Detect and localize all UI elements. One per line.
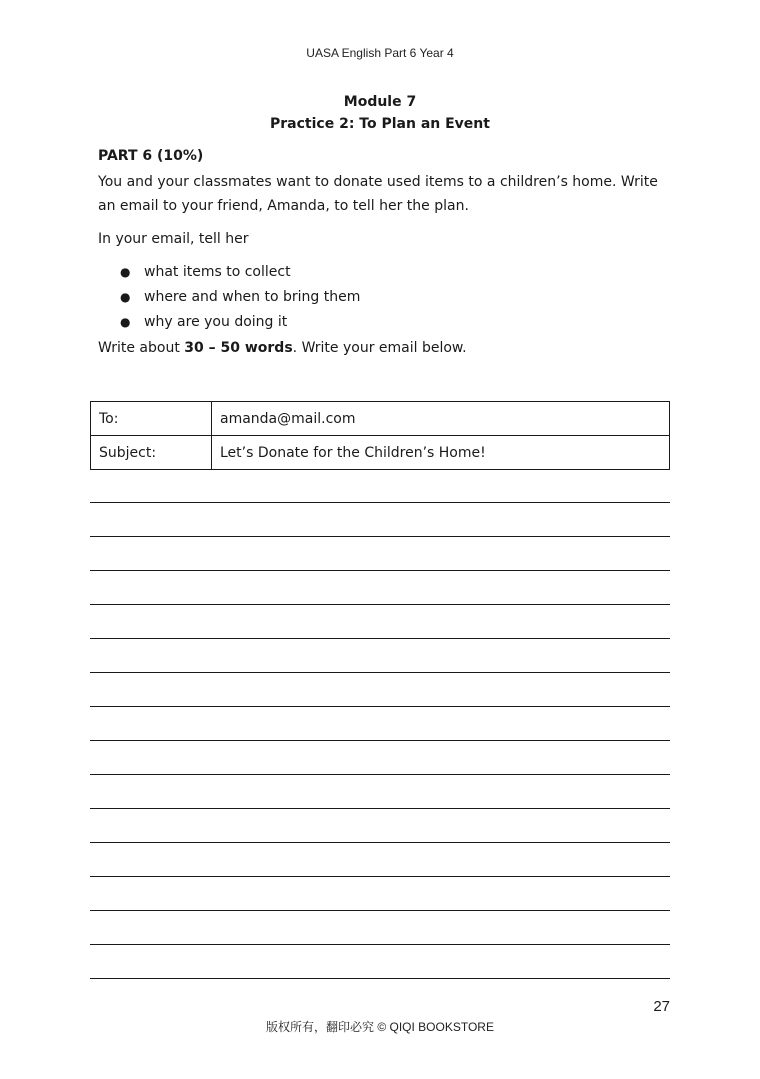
writing-line[interactable] [90, 809, 670, 843]
page-footer: 版权所有，翻印必究 © QIQI BOOKSTORE [266, 1020, 494, 1034]
writing-line[interactable] [90, 537, 670, 571]
word-count-instruction [98, 336, 673, 360]
practice-title: Practice 2: To Plan an Event [270, 116, 490, 132]
writing-line[interactable] [90, 741, 670, 775]
word-count: 30 – 50 words [184, 340, 293, 356]
list-item [120, 262, 360, 287]
email-header-table [90, 401, 670, 470]
writing-line[interactable] [90, 843, 670, 877]
writing-line[interactable] [90, 503, 670, 537]
writing-line[interactable] [90, 707, 670, 741]
writing-line[interactable] [90, 639, 670, 673]
writing-line[interactable] [90, 775, 670, 809]
module-title: Module 7 [343, 94, 417, 110]
bullet-icon: ● [120, 290, 131, 304]
list-item [120, 312, 360, 337]
bullet-text: what items to collect [144, 264, 291, 280]
subject-label: Subject: [91, 436, 212, 470]
writing-line[interactable] [90, 571, 670, 605]
bullet-text: why are you doing it [144, 314, 288, 330]
table-row [91, 402, 670, 436]
writing-line[interactable] [90, 469, 670, 503]
list-item [120, 287, 360, 312]
writing-line[interactable] [90, 945, 670, 979]
bullet-icon: ● [120, 265, 131, 279]
page-number: 27 [653, 998, 670, 1015]
writing-line[interactable] [90, 877, 670, 911]
writing-line[interactable] [90, 911, 670, 945]
part-heading: PART 6 (10%) [98, 148, 204, 164]
table-row [91, 436, 670, 470]
writing-line[interactable] [90, 673, 670, 707]
writing-lines-area[interactable] [90, 469, 670, 979]
bullet-icon: ● [120, 315, 131, 329]
write-prefix: Write about [98, 340, 185, 356]
subject-field[interactable]: Let’s Donate for the Children’s Home! [212, 436, 670, 470]
instructions-intro: You and your classmates want to donate used items to a children’s home. Write an email to your friend, Amanda, to tell her the plan. [98, 174, 658, 214]
write-suffix: . Write your email below. [292, 340, 467, 356]
page-header: UASA English Part 6 Year 4 [306, 46, 454, 60]
instructions-tell-her: In your email, tell her [98, 231, 249, 247]
writing-line[interactable] [90, 605, 670, 639]
bullet-text: where and when to bring them [144, 289, 361, 305]
to-field[interactable]: amanda@mail.com [212, 402, 670, 436]
to-label: To: [91, 402, 212, 436]
instruction-bullet-list [120, 262, 360, 337]
